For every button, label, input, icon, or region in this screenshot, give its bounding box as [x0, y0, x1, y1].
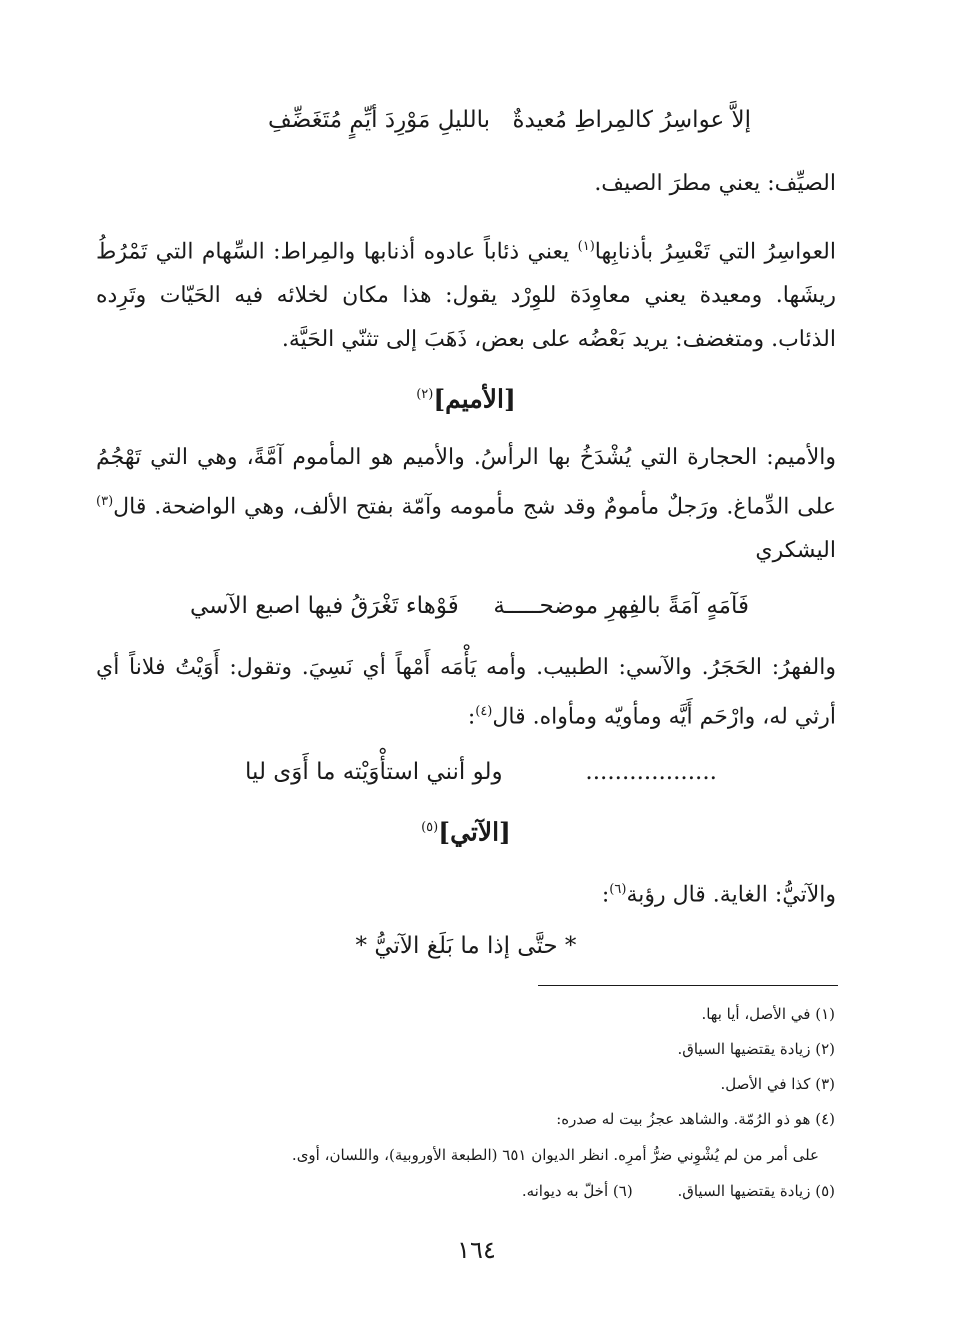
verse-3-dots: ..................	[585, 759, 717, 785]
footnote-4-continuation: على أمر من لم يُشْوِني ضرُّ أمرِه. انظر الديوان ٦٥١ (الطبعة الأوروبية)، واللسان، أوى.	[291, 1146, 819, 1164]
footnote-2: (٢) زيادة يقتضيها السياق.	[677, 1040, 835, 1058]
footnote-5-and-6	[95, 1179, 835, 1204]
paragraph-awasir-text-a: العواسِرُ التي تَعْسِرُ بأذنابِها	[594, 239, 836, 265]
footnote-ref-5: (٥)	[421, 820, 439, 835]
verse-line-4: * حتَّى إذا ما بَلَغ الآتيُّ *	[355, 933, 577, 959]
footnote-ref-1: (١)	[577, 239, 595, 254]
verse-1-second-hemistich: بالليلِ مَوْرِدَ أيِّمٍ مُتَغَضِّفِ	[268, 107, 491, 133]
footnote-ref-6: (٦)	[609, 882, 627, 897]
paragraph-amim-text-b: اليشكري	[755, 538, 836, 564]
paragraph-fihr	[96, 646, 836, 739]
footnote-ref-3: (٣)	[96, 494, 114, 509]
page-number: ١٦٤	[457, 1236, 496, 1264]
paragraph-awasir	[96, 225, 836, 362]
footnote-3: (٣) كذا في الأصل.	[720, 1075, 835, 1093]
verse-3-second-hemistich: ولو أنني استأْوَيْته ما أَوَى ليا	[245, 759, 503, 785]
footnote-4: (٤) هو ذو الرُمّة. والشاهد عجزُ بيت له صدره:	[556, 1110, 835, 1128]
paragraph-ati-text-a: والآتيُّ: الغاية. قال رؤبة	[626, 882, 836, 908]
footnote-separator	[538, 985, 838, 986]
paragraph-amim-text-a: والأميم: الحجارة التي يُشْدَخُ بها الرأسُ. والأميم هو المأموم آمَّةً، وهي التي تَهْجُمُ على الدِّماغ. ورَجلٌ مأمومٌ وقد شج مأمومه وآمّة بفتح الألف، وهي الواضحة. قال	[96, 445, 836, 520]
verse-line-3	[0, 756, 953, 790]
paragraph-fihr-text-a: والفهرُ: الحَجَرُ. والآسي: الطبيب. وأمه يَأْمَه أَمْهاً أي نَسِيَ. وتقول: أَوَيْتُ فلاناً أي أرثي له، وارْحَم أَيَّه ومأويّه ومأواه. قال	[96, 655, 836, 730]
footnote-5: (٥) زيادة يقتضيها السياق.	[677, 1182, 835, 1200]
paragraph-amim	[96, 436, 836, 573]
verse-line-1	[0, 104, 953, 138]
paragraph-ati	[96, 868, 836, 917]
section-heading-ati	[96, 810, 836, 850]
section-heading-ati-text: [الآتي]	[438, 817, 511, 847]
verse-1-first-hemistich: إلاَّ عواسِرُ كالمِراطِ مُعيدةٌ	[512, 107, 751, 133]
verse-line-2	[0, 590, 953, 624]
verse-2-first-hemistich: فَآمَهٍ آمَةً بالفِهرِ موضحـــــة	[493, 593, 749, 619]
footnote-6: (٦) أخلّ به ديوانه.	[521, 1182, 633, 1200]
footnote-ref-4: (٤)	[475, 704, 493, 719]
footnote-1: (١) في الأصل، أيا بها.	[701, 1005, 835, 1023]
paragraph-awasir-text-b: يعني ذئاباً عادوه أذنابها والمِراط: السِّهام التي تَمْرُطُ ريشَها. ومعيدة يعني معاوِدَة للوِرْد يقول: هذا مكان لخلائه فيه الحَيّات وتَرِده الذئاب. ومتغضف: يريد بَعْضُه على بعض، ذَهَبَ إلى تثنّي الحَيَّة.	[96, 239, 836, 353]
footnote-ref-2: (٢)	[416, 387, 434, 402]
paragraph-sayyif: الصيِّف: يعني مطرَ الصيف.	[594, 171, 836, 196]
verse-2-second-hemistich: فَوْهاء تَغْرَقُ فيها اصبع الآسي	[190, 593, 459, 619]
section-heading-amim	[96, 377, 836, 417]
section-heading-amim-text: [الأميم]	[433, 384, 516, 414]
paragraph-fihr-text-b: :	[467, 704, 476, 730]
paragraph-ati-text-b: :	[601, 882, 610, 908]
